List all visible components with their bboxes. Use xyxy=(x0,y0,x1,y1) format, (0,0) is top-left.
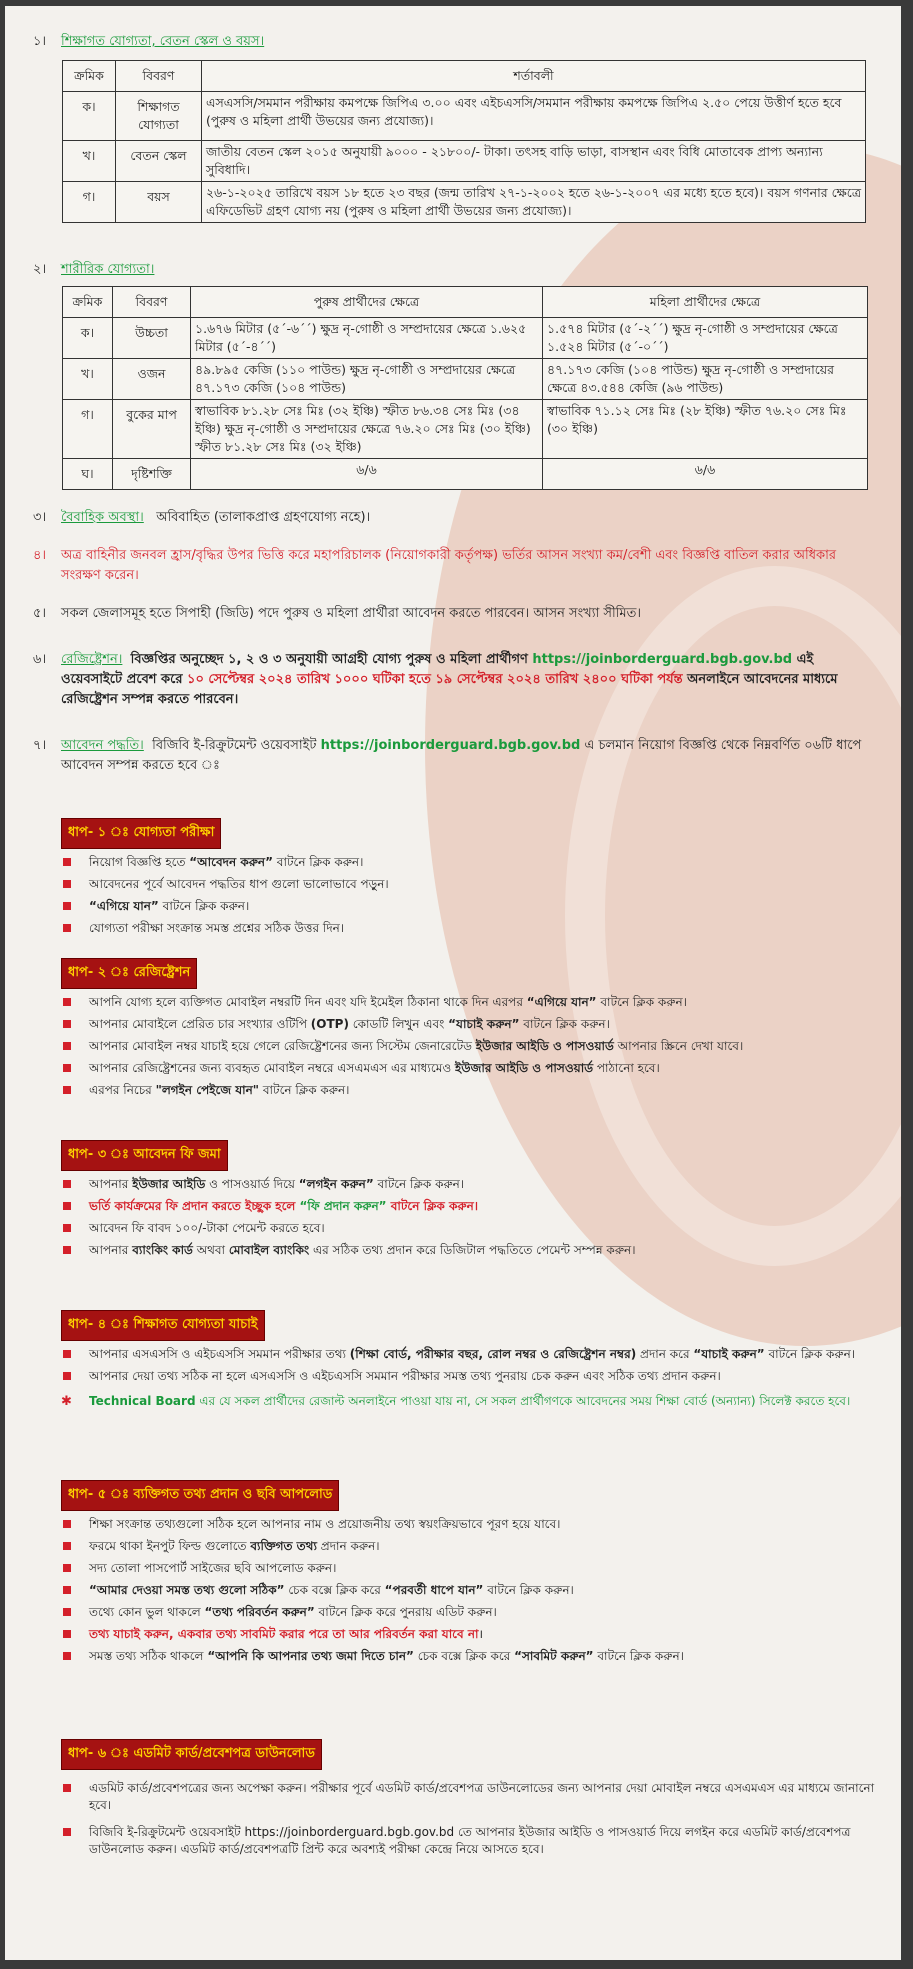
bullet-square-icon xyxy=(63,1564,71,1572)
note-item xyxy=(61,1393,881,1410)
text-segment: “সাবমিট করুন” xyxy=(514,1649,594,1663)
table-cell: ক। xyxy=(63,92,116,141)
section-title: শিক্ষাগত যোগ্যতা, বেতন স্কেল ও বয়স। xyxy=(61,34,265,49)
text-segment: বাটনে ক্লিক করুন। xyxy=(373,1177,465,1191)
list-item xyxy=(61,1242,881,1259)
bullet-square-icon xyxy=(63,858,71,866)
table-cell: গ। xyxy=(63,400,113,459)
text-segment: এর সঠিক তথ্য প্রদান করে ডিজিটাল পদ্ধতিতে পেমেন্ট সম্পন্ন করুন। xyxy=(309,1243,636,1257)
text-segment: বিজিবি ই-রিক্রুটমেন্ট ওয়েবসাইট https://joinborderguard.bgb.gov.bd তে আপনার ইউজার আইডি ও পাসওয়ার্ড দিয়ে লগইন করে এডমিট কার্ড/প্রবেশপত্র ডাউনলোড করুন। এডমিট কার্ড/প্রবেশপত্রটি প্রিন্ট করে অবশ্যই পরীক্ষা কেন্দ্রে নিয়ে আসতে হবে। xyxy=(89,1825,851,1856)
text-segment: “ফি প্রদান করুন” xyxy=(299,1199,387,1213)
text-segment: কোডটি লিখুন এবং xyxy=(348,1017,449,1031)
bullet-square-icon xyxy=(63,1630,71,1638)
text-segment: ও পাসওয়ার্ড দিয়ে xyxy=(205,1177,299,1191)
table-cell: খ। xyxy=(63,141,116,182)
text-segment: বাটনে ক্লিক করুন। xyxy=(483,1583,574,1597)
step-5-block xyxy=(61,1480,881,1665)
text-segment: বাটনে ক্লিক করুন। xyxy=(519,1017,610,1031)
list-item xyxy=(61,1198,881,1215)
text-segment: বাটনে ক্লিক করুন। xyxy=(596,995,687,1009)
bullet-square-icon xyxy=(63,1020,71,1028)
table-cell: বয়স xyxy=(116,182,202,223)
section-1-heading: ১। শিক্ষাগত যোগ্যতা, বেতন স্কেল ও বয়স। xyxy=(33,34,265,49)
list-item xyxy=(61,1648,881,1665)
list-item xyxy=(61,1538,881,1555)
list-item xyxy=(61,1560,881,1577)
bullet-square-icon xyxy=(63,1202,71,1210)
table-cell: বুকের মাপ xyxy=(113,400,191,459)
table-row xyxy=(63,459,868,490)
list-item xyxy=(61,1082,881,1099)
text-segment: বাটনে ক্লিক করুন। xyxy=(272,855,364,869)
text-segment: https://joinborderguard.bgb.gov.bd xyxy=(532,652,793,667)
table-cell: স্বাভাবিক ৮১.২৮ সেঃ মিঃ (৩২ ইঞ্চি) স্ফীত ৮৬.৩৪ সেঃ মিঃ (৩৪ ইঞ্চি) ক্ষুদ্র নৃ-গোষ্ঠী ও সম্প্রদায়ের ক্ষেত্রে ৭৬.২০ সেঃ মিঃ (৩০ ইঞ্চি) স্ফীত ৮১.২৮ সেঃ মিঃ (৩২ ইঞ্চি) xyxy=(191,400,543,459)
table-cell: ৪৭.১৭৩ কেজি (১০৪ পাউন্ড) ক্ষুদ্র নৃ-গোষ্ঠী ও সম্প্রদায়ের ক্ষেত্রে ৪৩.৫৪৪ কেজি (৯৬ পাউন্ড) xyxy=(543,359,868,400)
step-header: ধাপ- ১ ঃ যোগ্যতা পরীক্ষা xyxy=(61,818,221,849)
bullet-square-icon xyxy=(63,1180,71,1188)
list-item xyxy=(61,1016,881,1033)
bullet-square-icon xyxy=(63,1372,71,1380)
bullet-square-icon xyxy=(63,1086,71,1094)
column-header: ক্রমিক xyxy=(63,61,116,92)
table-row xyxy=(63,359,868,400)
list-item xyxy=(61,1604,881,1621)
text-segment: বাটনে ক্লিক করুন। xyxy=(386,1199,479,1213)
text-segment: “এগিয়ে যান” xyxy=(526,995,597,1009)
text-segment: এ চলমান নিয়োগ বিজ্ঞপ্তি থেকে নিম্নবর্ণিত ০৬টি ধাপে আবেদন সম্পন্ন করতে হবে ঃ xyxy=(61,738,862,773)
table-cell: ১.৫৭৪ মিটার (৫´-২´´) ক্ষুদ্র নৃ-গোষ্ঠী ও সম্প্রদায়ের ক্ষেত্রে ১.৫২৪ মিটার (৫´-০´´) xyxy=(543,318,868,359)
table-cell: ৬/৬ xyxy=(191,459,543,490)
text-segment: আপনার দেয়া তথ্য সঠিক না হলে এসএসসি ও এইচএসসি সমমান পরীক্ষার সমস্ত তথ্য পুনরায় চেক করুন এবং সঠিক তথ্য প্রদান করুন। xyxy=(89,1369,721,1383)
list-item xyxy=(61,1824,881,1858)
list-item xyxy=(61,920,881,937)
text-segment: বাটনে ক্লিক করুন। xyxy=(764,1347,856,1361)
bullet-square-icon xyxy=(63,1064,71,1072)
education-salary-age-table xyxy=(62,60,866,223)
list-item xyxy=(61,1038,881,1055)
table-cell: শিক্ষাগত যোগ্যতা xyxy=(116,92,202,141)
bullet-square-icon xyxy=(63,1042,71,1050)
star-icon: ✱ xyxy=(61,1394,72,1409)
text-segment: আবেদনের পূর্বে আবেদন পদ্ধতির ধাপ গুলো ভালোভাবে পড়ুন। xyxy=(89,877,389,891)
text-segment: ইউজার আইডি xyxy=(132,1177,206,1191)
text-segment: আপনার এসএসসি ও এইচএসসি সমমান পরীক্ষার তথ্য xyxy=(89,1347,350,1361)
text-segment: চেক বক্সে ক্লিক করে xyxy=(284,1583,385,1597)
text-segment: “আপনি কি আপনার তথ্য জমা দিতে চান” xyxy=(207,1649,414,1663)
table-cell: ১.৬৭৬ মিটার (৫´-৬´´) ক্ষুদ্র নৃ-গোষ্ঠী ও সম্প্রদায়ের ক্ষেত্রে ১.৬২৫ মিটার (৫´-৪´´) xyxy=(191,318,543,359)
section-title: শারীরিক যোগ্যতা। xyxy=(61,262,155,277)
text-segment: সদ্য তোলা পাসপোর্ট সাইজের ছবি আপলোড করুন। xyxy=(89,1561,337,1575)
column-header: ক্রমিক xyxy=(63,287,113,318)
text-segment: তথ্য যাচাই করুন, একবার তথ্য সাবমিট করার পরে তা আর পরিবর্তন করা যাবে না xyxy=(89,1627,479,1641)
table-cell: উচ্চতা xyxy=(113,318,191,359)
bullet-square-icon xyxy=(63,1828,71,1836)
text-segment: বাটনে ক্লিক করুন। xyxy=(259,1083,350,1097)
text-segment: “যাচাই করুন” xyxy=(448,1017,520,1031)
table-cell: বেতন স্কেল xyxy=(116,141,202,182)
text-segment: “পরবর্তী ধাপে যান” xyxy=(384,1583,484,1597)
list-item xyxy=(61,854,881,871)
text-segment: সমস্ত তথ্য সঠিক থাকলে xyxy=(89,1649,208,1663)
column-header: পুরুষ প্রার্থীদের ক্ষেত্রে xyxy=(191,287,543,318)
text-segment: আপনার স্ক্রিনে দেখা যাবে। xyxy=(613,1039,744,1053)
list-item xyxy=(61,1176,881,1193)
bullet-square-icon xyxy=(63,998,71,1006)
text-segment: বিজিবি ই-রিক্রুটমেন্ট ওয়েবসাইট xyxy=(152,738,321,753)
section-2-heading: ২। শারীরিক যোগ্যতা। xyxy=(33,262,155,277)
table-cell: খ। xyxy=(63,359,113,400)
table-header-row xyxy=(63,61,866,92)
table-header-row xyxy=(63,287,868,318)
list-item xyxy=(61,1626,881,1643)
table-row xyxy=(63,318,868,359)
text-segment: এরপর নিচের xyxy=(89,1083,156,1097)
text-segment: অথবা xyxy=(192,1243,229,1257)
list-item xyxy=(61,1582,881,1599)
table-row xyxy=(63,92,866,141)
text-segment: Technical Board xyxy=(89,1394,196,1408)
text-segment: চেক বক্সে ক্লিক করে xyxy=(413,1649,515,1663)
text-segment: “লগইন করুন” xyxy=(298,1177,374,1191)
text-segment: ফরমে থাকা ইনপুট ফিল্ড গুলোতে xyxy=(89,1539,251,1553)
section-5-eligibility: ৫। সকল জেলাসমূহ হতে সিপাহী (জিডি) পদে পুরুষ ও মহিলা প্রার্থীরা আবেদন করতে পারবেন। আসন সংখ্যা সীমিত। xyxy=(33,606,642,621)
document-page xyxy=(5,6,901,1960)
physical-qualification-table xyxy=(62,286,868,490)
step-header: ধাপ- ৪ ঃ শিক্ষাগত যোগ্যতা যাচাই xyxy=(61,1310,265,1341)
table-cell: ৪৯.৮৯৫ কেজি (১১০ পাউন্ড) ক্ষুদ্র নৃ-গোষ্ঠী ও সম্প্রদায়ের ক্ষেত্রে ৪৭.১৭৩ কেজি (১০৪ পাউন্ড) xyxy=(191,359,543,400)
section-6-registration: ৬। রেজিষ্ট্রেশন। বিজ্ঞপ্তির অনুচ্ছেদ ১, ২ ও ৩ অনুযায়ী আগ্রহী যোগ্য পুরুষ ও মহিলা প্রার্থীগণ https://joinborderguard.bgb.gov.bd এই ওয়েবসাইটে প্রবেশ করে ১০ সেপ্টেম্বর ২০২৪ তারিখ ১০০০ ঘটিকা হতে ১৯ সেপ্টেম্বর ২০২৪ তারিখ ২৪০০ ঘটিকা পর্যন্ত অনলাইনে আবেদনের মাধ্যমে রেজিষ্ট্রেশন সম্পন্ন করতে পারবেন। xyxy=(33,652,838,707)
list-item xyxy=(61,898,881,915)
table-row xyxy=(63,400,868,459)
text-segment: (OTP) xyxy=(310,1017,349,1031)
bullet-square-icon xyxy=(63,1246,71,1254)
table-cell: এসএসসি/সমমান পরীক্ষায় কমপক্ষে জিপিএ ৩.০০ এবং এইচএসসি/সমমান পরীক্ষায় কমপক্ষে জিপিএ ২.৫০ পেয়ে উত্তীর্ণ হতে হবে (পুরুষ ও মহিলা প্রার্থী উভয়ের জন্য প্রযোজ্য)। xyxy=(202,92,866,141)
step-3-block xyxy=(61,1140,881,1259)
text-segment: এডমিট কার্ড/প্রবেশপত্রের জন্য অপেক্ষা করুন। পরীক্ষার পূর্বে এডমিট কার্ড/প্রবেশপত্র ডাউনলোডের জন্য আপনার দেয়া মোবাইল নম্বরে এসএমএস এর মাধ্যমে জানানো হবে। xyxy=(89,1781,875,1812)
table-cell: ক। xyxy=(63,318,113,359)
table-row xyxy=(63,182,866,223)
text-segment: “আমার দেওয়া সমস্ত তথ্য গুলো সঠিক” xyxy=(89,1583,285,1597)
bullet-square-icon xyxy=(63,1586,71,1594)
text-segment: (শিক্ষা বোর্ড, পরীক্ষার বছর, রোল নম্বর ও রেজিষ্ট্রেশন নম্বর) xyxy=(349,1347,637,1361)
column-header: বিবরণ xyxy=(113,287,191,318)
text-segment: বাটনে ক্লিক করুন। xyxy=(158,899,250,913)
text-segment: আপনি যোগ্য হলে ব্যক্তিগত মোবাইল নম্বরটি দিন এবং যদি ইমেইল ঠিকানা থাকে দিন এরপর xyxy=(89,995,527,1009)
text-segment: বিজ্ঞপ্তির অনুচ্ছেদ ১, ২ ও ৩ অনুযায়ী আগ্রহী যোগ্য পুরুষ ও মহিলা প্রার্থীগণ xyxy=(130,652,533,667)
table-cell: দৃষ্টিশক্তি xyxy=(113,459,191,490)
text-segment: নিয়োগ বিজ্ঞপ্তি হতে xyxy=(89,855,190,869)
text-segment: ১০ সেপ্টেম্বর ২০২৪ তারিখ ১০০০ ঘটিকা হতে ১৯ সেপ্টেম্বর ২০২৪ তারিখ ২৪০০ ঘটিকা পর্যন্ত xyxy=(187,672,683,687)
step-1-block xyxy=(61,818,881,937)
list-item xyxy=(61,1060,881,1077)
text-segment: “যাচাই করুন” xyxy=(693,1347,765,1361)
list-item xyxy=(61,994,881,1011)
text-segment: ইউজার আইডি ও পাসওয়ার্ড xyxy=(475,1039,614,1053)
bullet-square-icon xyxy=(63,902,71,910)
table-cell: ২৬-১-২০২৫ তারিখে বয়স ১৮ হতে ২৩ বছর (জন্ম তারিখ ২৭-১-২০০২ হতে ২৬-১-২০০৭ এর মধ্যে হতে হবে)। বয়স গণনার ক্ষেত্রে এফিডেভিট গ্রহণ যোগ্য নয় (পুরুষ ও মহিলা প্রার্থী উভয়ের জন্য প্রযোজ্য)। xyxy=(202,182,866,223)
table-cell: স্বাভাবিক ৭১.১২ সেঃ মিঃ (২৮ ইঞ্চি) স্ফীত ৭৬.২০ সেঃ মিঃ (৩০ ইঞ্চি) xyxy=(543,400,868,459)
text-segment: আপনার xyxy=(89,1243,133,1257)
text-segment: শিক্ষা সংক্রান্ত তথ্যগুলো সঠিক হলে আপনার নাম ও প্রয়োজনীয় তথ্য স্বয়ংক্রিয়ভাবে পূরণ হয়ে যাবে। xyxy=(89,1517,561,1531)
text-segment: । xyxy=(478,1627,484,1641)
bullet-square-icon xyxy=(63,1520,71,1528)
text-segment: ইউজার আইডি ও পাসওয়ার্ড xyxy=(455,1061,594,1075)
text-segment: ব্যাংকিং কার্ড xyxy=(132,1243,193,1257)
text-segment: তথ্যে কোন ভুল থাকলে xyxy=(89,1605,205,1619)
text-segment: ভর্তি কার্যক্রমের ফি প্রদান করতে ইচ্ছুক হলে xyxy=(89,1199,300,1213)
text-segment: যোগ্যতা পরীক্ষা সংক্রান্ত সমস্ত প্রশ্নের সঠিক উত্তর দিন। xyxy=(89,921,345,935)
column-header: মহিলা প্রার্থীদের ক্ষেত্রে xyxy=(543,287,868,318)
text-segment: আপনার xyxy=(89,1177,133,1191)
list-item xyxy=(61,1516,881,1533)
text-segment: এই ওয়েবসাইটে প্রবেশ করে xyxy=(61,652,814,687)
section-7-application-process: ৭। আবেদন পদ্ধতি। বিজিবি ই-রিক্রুটমেন্ট ওয়েবসাইট https://joinborderguard.bgb.gov.bd এ চলমান নিয়োগ বিজ্ঞপ্তি থেকে নিম্নবর্ণিত ০৬টি ধাপে আবেদন সম্পন্ন করতে হবে ঃ xyxy=(33,738,862,773)
step-header: ধাপ- ২ ঃ রেজিষ্ট্রেশন xyxy=(61,958,197,989)
table-cell: গ। xyxy=(63,182,116,223)
bullet-square-icon xyxy=(63,1350,71,1358)
bullet-square-icon xyxy=(63,1652,71,1660)
list-item xyxy=(61,1346,881,1363)
text-segment: অনলাইনে আবেদনের মাধ্যমে রেজিষ্ট্রেশন সম্পন্ন করতে পারবেন। xyxy=(61,672,838,707)
step-header: ধাপ- ৫ ঃ ব্যক্তিগত তথ্য প্রদান ও ছবি আপলোড xyxy=(61,1480,339,1511)
table-cell: ৬/৬ xyxy=(543,459,868,490)
text-segment: মোবাইল ব্যাংকিং xyxy=(228,1243,310,1257)
text-segment: "লগইন পেইজে যান" xyxy=(155,1083,260,1097)
text-segment: প্রদান করে xyxy=(636,1347,694,1361)
step-6-block xyxy=(61,1739,881,1858)
bullet-square-icon xyxy=(63,1608,71,1616)
table-cell: জাতীয় বেতন স্কেল ২০১৫ অনুযায়ী ৯০০০ - ২১৮০০/- টাকা। তৎসহ বাড়ি ভাড়া, বাসস্থান এবং বিধি মোতাবেক প্রাপ্য অন্যান্য সুবিধাদি। xyxy=(202,141,866,182)
bullet-square-icon xyxy=(63,924,71,932)
list-item xyxy=(61,1780,881,1814)
list-item xyxy=(61,876,881,893)
list-item xyxy=(61,1368,881,1385)
table-cell: ওজন xyxy=(113,359,191,400)
bullet-square-icon xyxy=(63,1224,71,1232)
text-segment: প্রদান করুন। xyxy=(316,1539,380,1553)
text-segment: “আবেদন করুন” xyxy=(189,855,273,869)
text-segment: https://joinborderguard.bgb.gov.bd xyxy=(320,738,581,753)
table-row xyxy=(63,141,866,182)
section-3-marital-status: ৩। বৈবাহিক অবস্থা। অবিবাহিত (তালাকপ্রাপ্ত গ্রহণযোগ্য নহে)। xyxy=(33,510,371,525)
text-segment: “তথ্য পরিবর্তন করুন” xyxy=(204,1605,315,1619)
table-cell: ঘ। xyxy=(63,459,113,490)
column-header: বিবরণ xyxy=(116,61,202,92)
text-segment: ব্যক্তিগত তথ্য xyxy=(250,1539,317,1553)
column-header: শর্তাবলী xyxy=(202,61,866,92)
bullet-square-icon xyxy=(63,1784,71,1792)
step-4-block xyxy=(61,1310,881,1410)
text-segment: আবেদন ফি বাবদ ১০০/-টাকা পেমেন্ট করতে হবে। xyxy=(89,1221,325,1235)
bullet-square-icon xyxy=(63,880,71,888)
step-2-block xyxy=(61,958,881,1099)
text-segment: বাটনে ক্লিক করুন। xyxy=(593,1649,684,1663)
bullet-square-icon xyxy=(63,1542,71,1550)
text-segment: পাঠানো হবে। xyxy=(593,1061,660,1075)
step-header: ধাপ- ৩ ঃ আবেদন ফি জমা xyxy=(61,1140,228,1171)
text-segment: আপনার রেজিষ্ট্রেশনের জন্য ব্যবহৃত মোবাইল নম্বরে এসএমএস এর মাধ্যমেও xyxy=(89,1061,456,1075)
list-item xyxy=(61,1220,881,1237)
text-segment: আপনার মোবাইলে প্রেরিত চার সংখ্যার ওটিপি xyxy=(89,1017,311,1031)
section-4-authority-note: ৪। অত্র বাহিনীর জনবল হ্রাস/বৃদ্ধির উপর ভিত্তি করে মহাপরিচালক (নিয়োগকারী কর্তৃপক্ষ) ভর্তির আসন সংখ্যা কম/বেশী এবং বিজ্ঞপ্তি বাতিল করার অধিকার সংরক্ষণ করেন। xyxy=(33,548,837,583)
text-segment: আপনার মোবাইল নম্বর যাচাই হয়ে গেলে রেজিষ্ট্রেশনের জন্য সিস্টেম জেনারেটেড xyxy=(89,1039,476,1053)
text-segment: “এগিয়ে যান” xyxy=(89,899,159,913)
step-header: ধাপ- ৬ ঃ এডমিট কার্ড/প্রবেশপত্র ডাউনলোড xyxy=(61,1739,322,1770)
text-segment: বাটনে ক্লিক করে পুনরায় এডিট করুন। xyxy=(314,1605,497,1619)
text-segment: এর যে সকল প্রার্থীদের রেজাল্ট অনলাইনে পাওয়া যায় না, সে সকল প্রার্থীগণকে আবেদনের সময় শিক্ষা বোর্ড (অন্যান্য) সিলেক্ট করতে হবে। xyxy=(195,1394,851,1408)
